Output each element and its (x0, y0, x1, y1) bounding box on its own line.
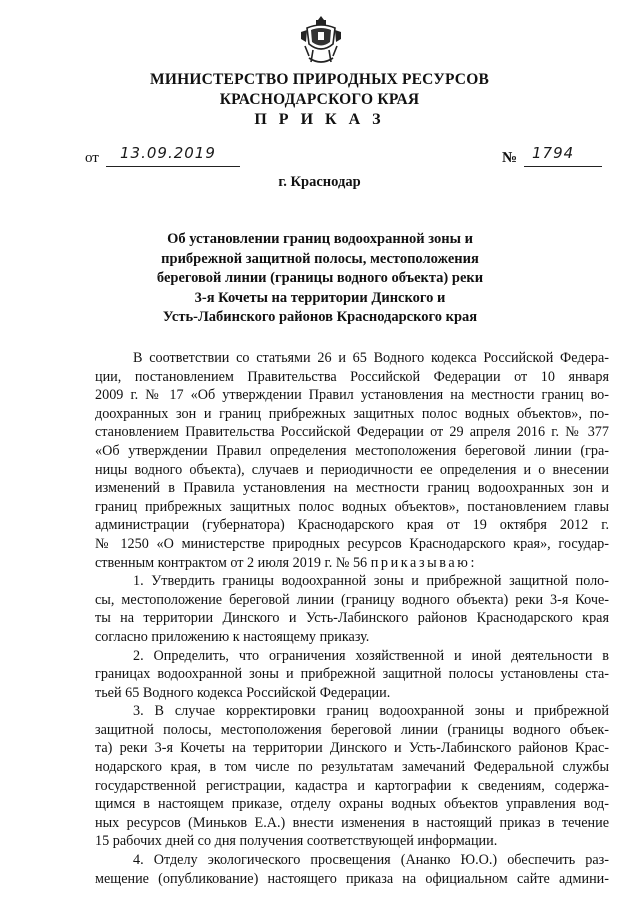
body-line: ции, постановлением Правительства Российской Федерации от 10 января (95, 368, 609, 385)
body-line: 2. Определить, что ограничения хозяйственной и иной деятельности в (133, 647, 609, 664)
title-line: прибрежной защитной полосы, местоположения (161, 250, 479, 267)
body-line: щимся в настоящем приказе, отделу охраны водных объектов управления вод- (95, 796, 609, 813)
order-title (150, 230, 490, 328)
body-line: ных ресурсов (Миньков Е.А.) внести изменения в настоящий приказ в течение (95, 814, 609, 831)
date-label: от (85, 150, 99, 166)
body-line: изменений в Правила установления на местности границ водоохранных зон и (95, 480, 609, 497)
body-line: нодарского края, в том числе по результатам замечаний Федеральной службы (95, 759, 609, 776)
body-line: мещение (опубликование) настоящего приказа на официальном сайте админи- (95, 870, 609, 887)
date-field (106, 146, 240, 167)
number-label: № (502, 150, 518, 166)
ministry-name-line-1: МИНИСТЕРСТВО ПРИРОДНЫХ РЕСУРСОВ (150, 71, 489, 88)
body-line: тьей 65 Водного кодекса Российской Федерации. (95, 684, 391, 701)
body-line: государственной регистрации, кадастра и картографии к сведениям, содержа- (95, 777, 609, 794)
body-line: ницы водного объекта), случаев и периодичности ее определения и о внесении (95, 461, 609, 478)
body-line: В соответствии со статьями 26 и 65 Водного кодекса Российской Федера- (133, 350, 609, 366)
number-field (524, 146, 602, 167)
body-line: становлением Правительства Российской Федерации от 29 апреля 2016 г. № 377 (95, 424, 609, 441)
body-line: 4. Отделу экологического просвещения (Ананко Ю.О.) обеспечить раз- (133, 852, 609, 869)
body-line: № 1250 «О министерстве природных ресурсов Краснодарского края», государ- (95, 535, 609, 552)
city: г. Краснодар (278, 174, 361, 190)
title-line: 3-я Кочеты на территории Динского и (194, 289, 446, 306)
body-line: защитной полосы, местоположения береговой линии (границы водного объек- (95, 721, 609, 738)
body-line: 1. Утвердить границы водоохранной зоны и прибрежной защитной поло- (133, 573, 609, 590)
title-line: Об установлении границ водоохранной зоны и (167, 231, 473, 247)
date-value: 13.09.2019 (120, 144, 216, 162)
order-keyword: приказываю: (370, 554, 478, 571)
ministry-name-line-2: КРАСНОДАРСКОГО КРАЯ (219, 91, 420, 108)
title-line: береговой линии (границы водного объекта) реки (156, 270, 484, 286)
body-line: 3. В случае корректировки границ водоохранной зоны и прибрежной (133, 703, 609, 720)
body-line: 2009 г. № 17 «Об утверждении Правил установления на местности границ во- (95, 387, 609, 404)
body-line-text: ственным контрактом от 2 июля 2019 г. № 56 (95, 554, 371, 571)
coat-of-arms-emblem (299, 14, 343, 66)
title-line: Усть-Лабинского районов Краснодарского края (162, 309, 478, 325)
number-value: 1794 (532, 144, 575, 162)
body-line: границах водоохранной зоны и прибрежной защитной полосы установлены ста- (95, 666, 609, 683)
body-line: ты на территории Динского и Усть-Лабинского районов Краснодарского края (95, 610, 609, 627)
body-line: администрации (губернатора) Краснодарского края от 19 октября 2012 г. (95, 517, 609, 534)
order-body (95, 349, 609, 888)
body-line: границ прибрежных защитных полос водных объектов», постановлением главы (95, 498, 609, 515)
body-line: согласно приложению к настоящему приказу. (95, 628, 370, 645)
body-line: доохранных зон и границ прибрежных защитных полос водных объектов», по- (95, 405, 609, 422)
body-line: та) реки 3-я Кочеты на территории Динского и Усть-Лабинского районов Крас- (95, 740, 609, 757)
body-line: сы, местоположение береговой линии (границу водного объекта) реки 3-я Коче- (95, 591, 609, 608)
body-line (95, 554, 609, 573)
body-line: 15 рабочих дней со дня получения соответствующей информации. (95, 833, 498, 850)
body-line: «Об утверждении Правил определения местоположения береговой линии (гра- (95, 442, 609, 459)
document-type: П Р И К А З (254, 111, 385, 128)
